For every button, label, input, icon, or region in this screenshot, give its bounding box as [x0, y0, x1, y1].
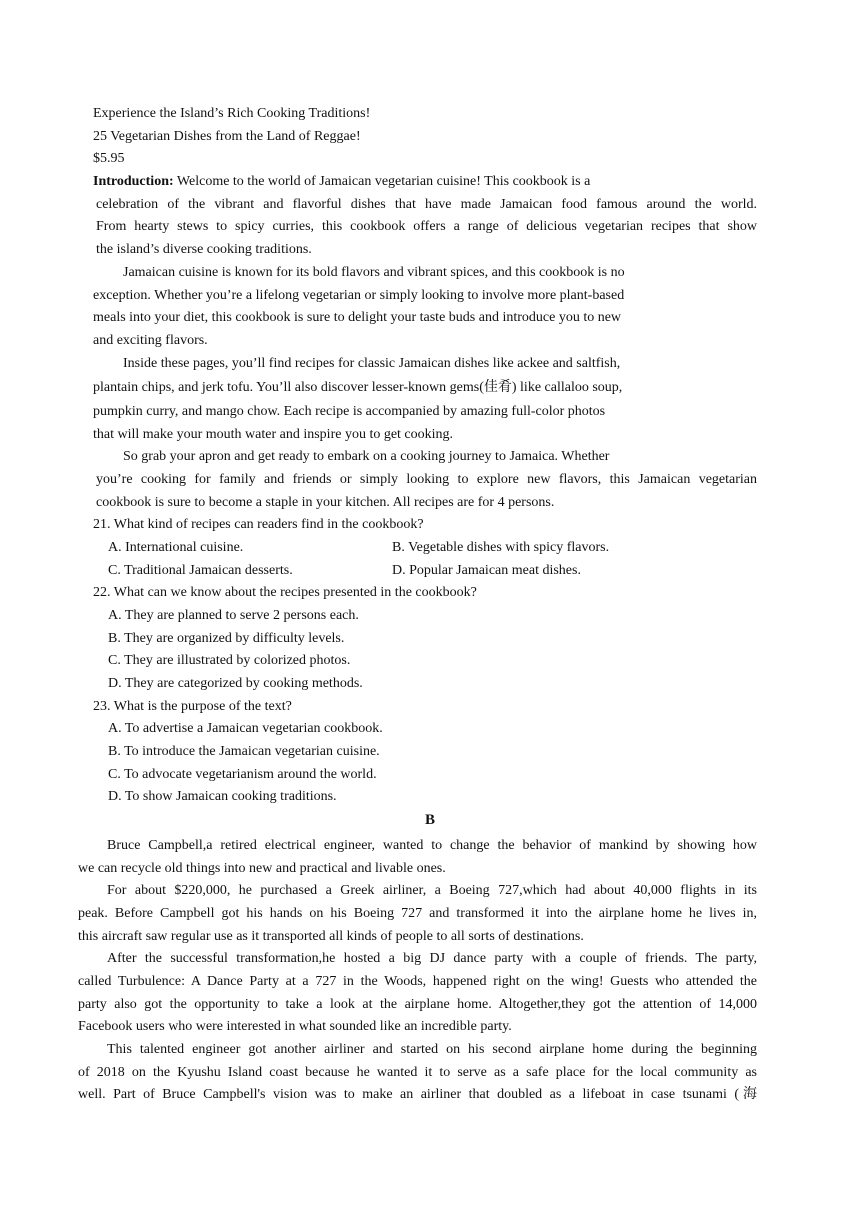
paragraph-line: we can recycle old things into new and practical and livable ones. — [78, 861, 446, 876]
paragraph-line: that will make your mouth water and inspire you to get cooking. — [93, 427, 454, 442]
question-stem: 21. What kind of recipes can readers find in the cookbook? — [93, 517, 424, 532]
paragraph-line: you’re cooking for family and friends or simply looking to explore new flavors, this Jamaican vegetarian — [96, 472, 757, 487]
option: D. Popular Jamaican meat dishes. — [392, 563, 581, 578]
question-stem: 22. What can we know about the recipes presented in the cookbook? — [93, 585, 477, 600]
paragraph-line: celebration of the vibrant and flavorful dishes that have made Jamaican food famous around the world. — [96, 197, 757, 212]
intro-label: Introduction: — [93, 174, 174, 189]
paragraph-line: plantain chips, and jerk tofu. You’ll also discover lesser-known gems(佳肴) like callaloo soup, — [93, 380, 623, 395]
paragraph-line: called Turbulence: A Dance Party at a 727 in the Woods, happened right on the wing! Guests who attended the — [78, 974, 757, 989]
paragraph-line: meals into your diet, this cookbook is sure to delight your taste buds and introduce you to new — [93, 310, 622, 325]
option: A. To advertise a Jamaican vegetarian cookbook. — [108, 721, 383, 736]
paragraph-line: For about $220,000, he purchased a Greek airliner, a Boeing 727,which had about 40,000 flights in its — [107, 883, 757, 898]
price: $5.95 — [93, 151, 125, 166]
paragraph-line: the island’s diverse cooking traditions. — [96, 242, 312, 257]
paragraph-line: Jamaican cuisine is known for its bold flavors and vibrant spices, and this cookbook is no — [123, 265, 625, 280]
paragraph-line: pumpkin curry, and mango chow. Each recipe is accompanied by amazing full-color photos — [93, 404, 606, 419]
question-stem: 23. What is the purpose of the text? — [93, 699, 292, 714]
header-line-2: 25 Vegetarian Dishes from the Land of Reggae! — [93, 129, 361, 144]
paragraph-line: well. Part of Bruce Campbell's vision was to make an airliner that doubled as a lifeboat in case tsunami (海 — [78, 1087, 757, 1102]
paragraph-line: Bruce Campbell,a retired electrical engineer, wanted to change the behavior of mankind by showing how — [107, 838, 757, 853]
paragraph-line: exception. Whether you’re a lifelong vegetarian or simply looking to involve more plant-based — [93, 288, 625, 303]
paragraph-line: this aircraft saw regular use as it transported all kinds of people to all sorts of destinations. — [78, 929, 584, 944]
option: D. They are categorized by cooking methods. — [108, 676, 363, 691]
intro-first-line — [93, 171, 590, 194]
paragraph-line: of 2018 on the Kyushu Island coast because he wanted it to serve as a safe place for the local community as — [78, 1065, 757, 1080]
option: A. International cuisine. — [108, 540, 244, 555]
option: D. To show Jamaican cooking traditions. — [108, 789, 337, 804]
section-heading: B — [424, 812, 435, 828]
option: B. To introduce the Jamaican vegetarian cuisine. — [108, 744, 380, 759]
option: B. Vegetable dishes with spicy flavors. — [392, 540, 610, 555]
paragraph-line: and exciting flavors. — [93, 333, 208, 348]
paragraph-line: peak. Before Campbell got his hands on his Boeing 727 and transformed it into the airplane home he lives in, — [78, 906, 757, 921]
header-line-1: Experience the Island’s Rich Cooking Traditions! — [93, 106, 371, 121]
option: B. They are organized by difficulty levels. — [108, 631, 345, 646]
option: C. They are illustrated by colorized photos. — [108, 653, 351, 668]
paragraph-line: From hearty stews to spicy curries, this cookbook offers a range of delicious vegetarian recipes that show — [96, 219, 757, 234]
intro-text: Welcome to the world of Jamaican vegetarian cuisine! This cookbook is a — [173, 174, 591, 189]
option: A. They are planned to serve 2 persons each. — [108, 608, 359, 623]
paragraph-line: party also got the opportunity to take a look at the airplane home. Altogether,they got the attention of 14,000 — [78, 997, 757, 1012]
paragraph-line: So grab your apron and get ready to embark on a cooking journey to Jamaica. Whether — [123, 449, 610, 464]
paragraph-line: Facebook users who were interested in what sounded like an incredible party. — [78, 1019, 512, 1034]
option: C. To advocate vegetarianism around the world. — [108, 767, 377, 782]
paragraph-line: After the successful transformation,he hosted a big DJ dance party with a couple of friends. The party, — [107, 951, 757, 966]
paragraph-line: This talented engineer got another airliner and started on his second airplane home during the beginning — [107, 1042, 757, 1057]
option: C. Traditional Jamaican desserts. — [108, 563, 293, 578]
paragraph-line: Inside these pages, you’ll find recipes for classic Jamaican dishes like ackee and saltfish, — [123, 356, 621, 371]
paragraph-line: cookbook is sure to become a staple in your kitchen. All recipes are for 4 persons. — [96, 495, 555, 510]
